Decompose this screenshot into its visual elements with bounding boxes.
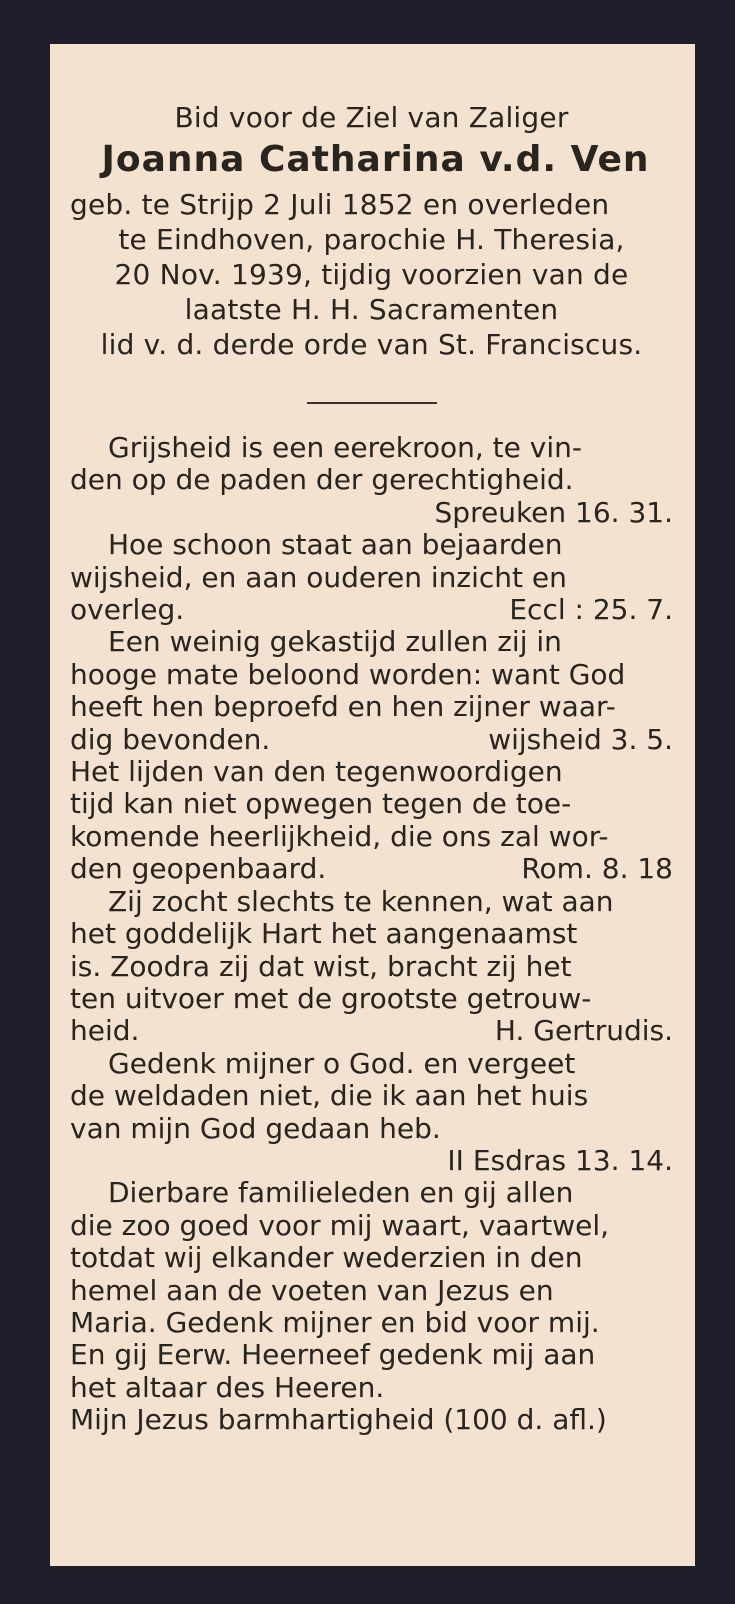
bio-line-2: te Eindhoven, parochie H. Theresia, bbox=[118, 223, 625, 256]
divider bbox=[307, 402, 437, 404]
verse-line: komende heerlijkheid, die ons zal wor- bbox=[70, 819, 609, 853]
bio-line-5: lid v. d. derde orde van St. Franciscus. bbox=[100, 328, 643, 361]
bio-line-4: laatste H. H. Sacramenten bbox=[184, 293, 559, 326]
verse-line: Grijsheid is een eerekroon, te vin- bbox=[108, 431, 582, 464]
verse-line-with-reference bbox=[70, 724, 673, 756]
verse-line: die zoo goed voor mij waart, vaartwel, bbox=[70, 1208, 610, 1242]
verse-reference: Eccl : 25. 7. bbox=[509, 593, 673, 627]
deceased-name: Joanna Catharina v.d. Ven bbox=[101, 139, 650, 180]
verse-reference: H. Gertrudis. bbox=[494, 1014, 673, 1048]
verse-line: hooge mate beloond worden: want God bbox=[70, 657, 626, 691]
bio-line-3: 20 Nov. 1939, tijdig voorzien van de bbox=[114, 258, 629, 291]
verse-line: Het lijden van den tegenwoordigen bbox=[70, 755, 563, 789]
verse-line-with-reference bbox=[70, 594, 673, 626]
verse-line: is. Zoodra zij dat wist, bracht zij het bbox=[70, 949, 572, 983]
verse-line: Een weinig gekastijd zullen zij in bbox=[108, 625, 562, 659]
verse-line: dig bevonden. bbox=[70, 722, 271, 756]
prayer-card bbox=[50, 44, 695, 1566]
verse-line: het goddelijk Hart het aangenaamst bbox=[70, 917, 578, 951]
verse-reference: wijsheid 3. 5. bbox=[488, 722, 673, 756]
verse-line: heid. bbox=[70, 1014, 140, 1048]
verse-line: Zij zocht slechts te kennen, wat aan bbox=[108, 884, 614, 918]
verse-reference: II Esdras 13. 14. bbox=[447, 1143, 673, 1177]
verse-reference: Rom. 8. 18 bbox=[521, 852, 673, 886]
verses bbox=[70, 432, 673, 1437]
verse-line: wijsheid, en aan ouderen inzicht en bbox=[70, 560, 567, 594]
verse-line: ten uitvoer met de grootste getrouw- bbox=[70, 981, 592, 1015]
verse-line: de weldaden niet, die ik aan het huis bbox=[70, 1079, 589, 1113]
intro-line: Bid voor de Ziel van Zaliger bbox=[174, 101, 569, 134]
verse-line: tijd kan niet opwegen tegen de toe- bbox=[70, 787, 572, 821]
verse-line-with-reference bbox=[70, 853, 673, 885]
verse-line: overleg. bbox=[70, 593, 185, 627]
verse-line: den geopenbaard. bbox=[70, 852, 327, 886]
verse-line: Gedenk mijner o God. en vergeet bbox=[108, 1046, 576, 1080]
bio-line-1: geb. te Strijp 2 Juli 1852 en overleden bbox=[70, 188, 610, 221]
verse-reference: Spreuken 16. 31. bbox=[434, 495, 673, 529]
verse-line: totdat wij elkander wederzien in den bbox=[70, 1241, 583, 1275]
indulgence-prayer: Mijn Jezus barmhartigheid (100 d. afl.) bbox=[70, 1403, 607, 1437]
verse-line: Dierbare familieleden en gij allen bbox=[108, 1176, 574, 1210]
verse-line: den op de paden der gerechtigheid. bbox=[70, 463, 574, 497]
verse-line: het altaar des Heeren. bbox=[70, 1370, 385, 1404]
verse-line: heeft hen beproefd en hen zijner waar- bbox=[70, 690, 616, 724]
verse-line: van mijn God gedaan heb. bbox=[70, 1111, 441, 1145]
verse-line: hemel aan de voeten van Jezus en bbox=[70, 1273, 554, 1307]
verse-line: En gij Eerw. Heerneef gedenk mij aan bbox=[70, 1338, 596, 1372]
verse-line: Hoe schoon staat aan bejaarden bbox=[108, 528, 563, 562]
verse-line-with-reference bbox=[70, 1015, 673, 1047]
verse-line: Maria. Gedenk mijner en bid voor mij. bbox=[70, 1305, 600, 1339]
